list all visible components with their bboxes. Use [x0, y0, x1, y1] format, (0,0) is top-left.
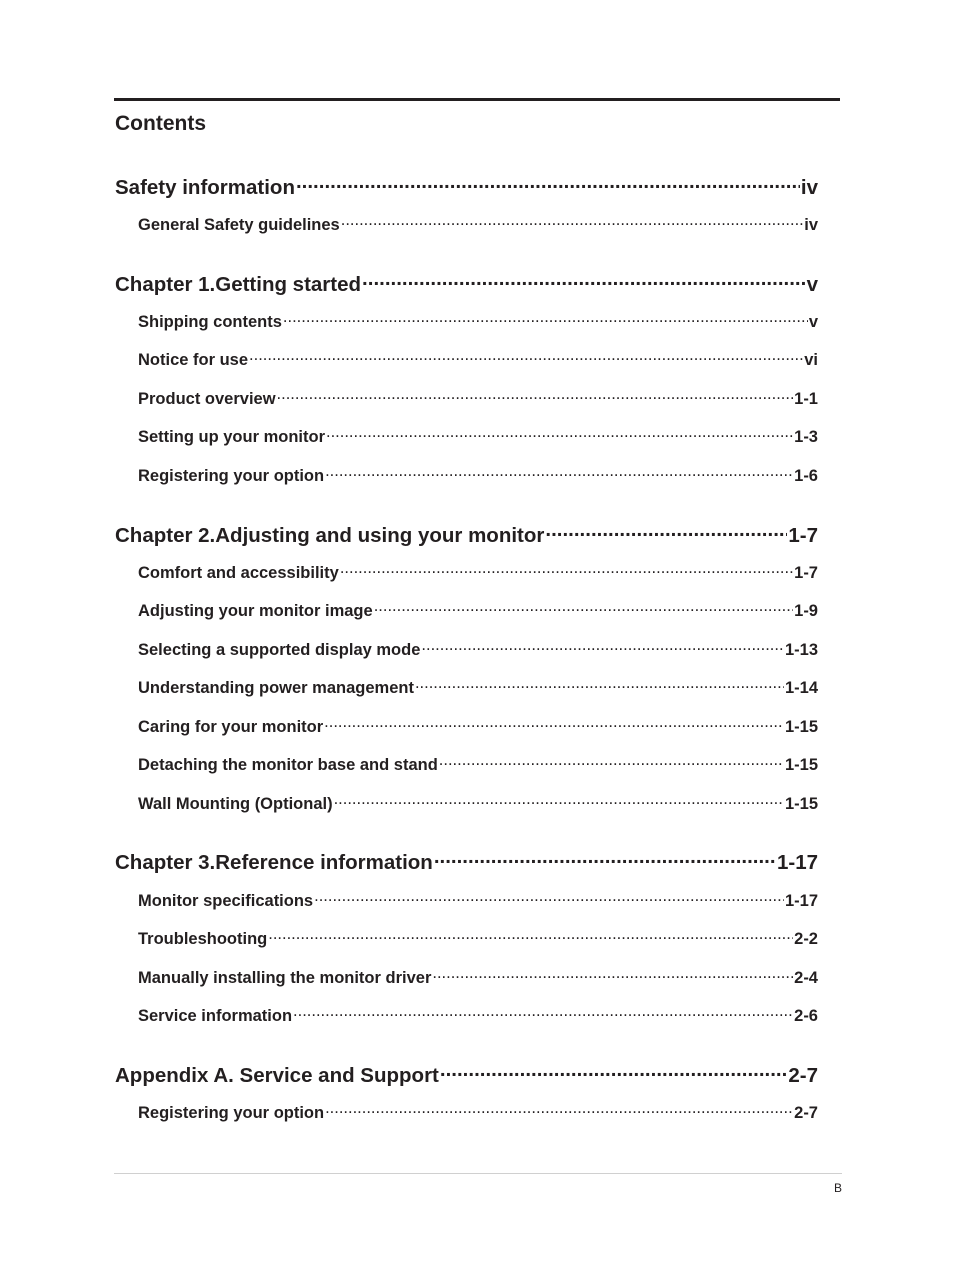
dot-leader — [432, 966, 793, 983]
dot-leader — [545, 521, 787, 542]
toc-section-entry[interactable] — [138, 715, 818, 737]
toc-entry-label: Wall Mounting (Optional) — [138, 794, 333, 813]
toc-entry-page: v — [806, 272, 818, 296]
toc-section-entry[interactable] — [138, 927, 818, 949]
toc-section-entry[interactable] — [138, 561, 818, 583]
toc-entry-page: iv — [800, 175, 818, 199]
toc-entry-page: 2-6 — [794, 1006, 818, 1025]
page-number: B — [834, 1181, 843, 1195]
toc-entry-page: 1-17 — [776, 850, 818, 874]
toc-entry-label: Understanding power management — [138, 678, 414, 697]
toc-entry-page: 1-6 — [794, 466, 818, 485]
toc-entry-page: 1-3 — [794, 427, 818, 446]
dot-leader — [249, 348, 803, 365]
toc-entry-page: 1-15 — [784, 717, 818, 736]
toc-entry-label: Registering your option — [138, 1103, 325, 1122]
dot-leader — [277, 387, 794, 404]
toc-entry-page: 2-4 — [794, 968, 818, 987]
dot-leader — [340, 561, 793, 578]
toc-entry-label: Service information — [138, 1006, 293, 1025]
dot-leader — [421, 638, 784, 655]
toc-section-entry[interactable] — [138, 310, 818, 332]
toc-entry-page: 2-7 — [794, 1103, 818, 1122]
toc-chapter-entry[interactable] — [115, 848, 818, 875]
dot-leader — [374, 599, 793, 616]
toc-entry-page: 1-15 — [784, 794, 818, 813]
toc-entry-label: General Safety guidelines — [138, 215, 340, 234]
toc-section-entry[interactable] — [138, 213, 818, 235]
toc-section-entry[interactable] — [138, 889, 818, 911]
dot-leader — [325, 1101, 793, 1118]
toc-section-entry[interactable] — [138, 676, 818, 698]
toc-entry-label: Shipping contents — [138, 312, 282, 331]
toc-chapter-entry[interactable] — [115, 521, 818, 548]
dot-leader — [293, 1004, 793, 1021]
toc-section-entry[interactable] — [138, 753, 818, 775]
dot-leader — [415, 676, 784, 693]
toc-entry-label: Registering your option — [138, 466, 325, 485]
toc-section-entry[interactable] — [138, 966, 818, 988]
dot-leader — [362, 270, 806, 291]
dot-leader — [296, 173, 800, 194]
toc-section-entry[interactable] — [138, 464, 818, 486]
toc-entry-label: Chapter 1.Getting started — [115, 272, 362, 296]
dot-leader — [268, 927, 793, 944]
toc-entry-label: Troubleshooting — [138, 929, 268, 948]
toc-section-entry[interactable] — [138, 1004, 818, 1026]
footer-rule — [114, 1173, 842, 1174]
dot-leader — [334, 792, 784, 809]
dot-leader — [326, 425, 793, 442]
toc-chapter-entry[interactable] — [115, 173, 818, 200]
dot-leader — [314, 889, 784, 906]
dot-leader — [324, 715, 784, 732]
toc-section-entry[interactable] — [138, 792, 818, 814]
toc-entry-page: v — [808, 312, 818, 331]
toc-entry-label: Chapter 3.Reference information — [115, 850, 433, 874]
toc-entry-label: Caring for your monitor — [138, 717, 324, 736]
toc-section-entry[interactable] — [138, 599, 818, 621]
dot-leader — [341, 213, 803, 230]
toc-entry-label: Appendix A. Service and Support — [115, 1063, 439, 1087]
toc-entry-page: 1-7 — [788, 523, 818, 547]
toc-entry-label: Notice for use — [138, 350, 249, 369]
toc-entry-page: 1-1 — [794, 389, 818, 408]
toc-section-entry[interactable] — [138, 425, 818, 447]
toc-entry-label: Monitor specifications — [138, 891, 314, 910]
toc-entry-label: Adjusting your monitor image — [138, 601, 373, 620]
dot-leader — [434, 848, 776, 869]
toc-entry-label: Detaching the monitor base and stand — [138, 755, 438, 774]
toc-entry-page: vi — [804, 350, 818, 369]
toc-section-entry[interactable] — [138, 387, 818, 409]
toc-chapter-entry[interactable] — [115, 1061, 818, 1088]
toc-entry-page: 1-7 — [794, 563, 818, 582]
dot-leader — [283, 310, 808, 327]
toc-entry-page: 1-15 — [784, 755, 818, 774]
toc-entry-label: Selecting a supported display mode — [138, 640, 421, 659]
dot-leader — [440, 1061, 787, 1082]
toc-entry-label: Comfort and accessibility — [138, 563, 339, 582]
dot-leader — [439, 753, 784, 770]
toc-entry-label: Safety information — [115, 175, 295, 199]
toc-entry-page: 1-13 — [784, 640, 818, 659]
toc-entry-page: 1-9 — [794, 601, 818, 620]
toc-entry-label: Product overview — [138, 389, 276, 408]
dot-leader — [325, 464, 793, 481]
toc-section-entry[interactable] — [138, 638, 818, 660]
toc-entry-page: 2-7 — [788, 1063, 818, 1087]
toc-chapter-entry[interactable] — [115, 270, 818, 297]
toc-section-entry[interactable] — [138, 348, 818, 370]
toc-entry-page: 2-2 — [794, 929, 818, 948]
toc-entry-page: 1-17 — [784, 891, 818, 910]
toc-section-entry[interactable] — [138, 1101, 818, 1123]
toc-entry-label: Chapter 2.Adjusting and using your monitor — [115, 523, 545, 547]
toc-entry-label: Setting up your monitor — [138, 427, 325, 446]
toc-entry-page: iv — [804, 215, 818, 234]
page-title: Contents — [115, 112, 206, 135]
toc-entry-label: Manually installing the monitor driver — [138, 968, 432, 987]
toc-entry-page: 1-14 — [784, 678, 818, 697]
